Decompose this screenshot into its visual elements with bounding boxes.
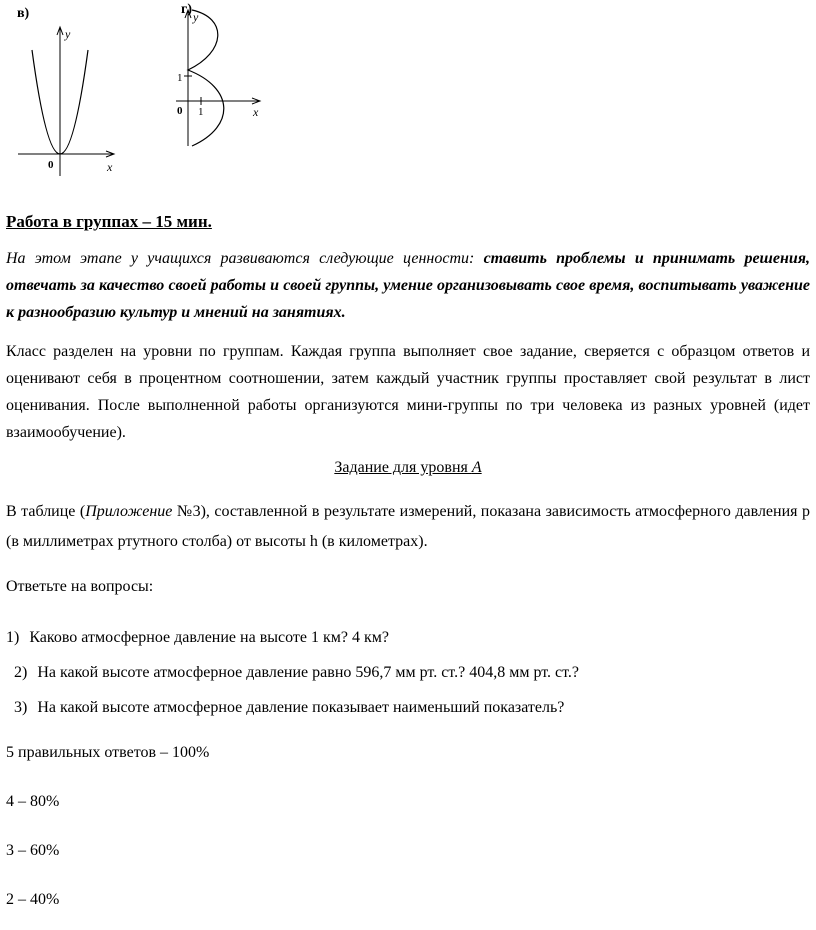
values-intro-text: На этом этапе у учащихся развиваются следующие ценности: (6, 250, 484, 267)
parabola-graph (12, 18, 122, 178)
table-par-before: В таблице ( (6, 503, 86, 520)
x-axis-label: x (253, 105, 259, 119)
values-bold-text: ставить проблемы и принимать решения, отвечать за качество своей работы и своей группы, умение организовывать свое время, воспитывать уважение к разнообразию культур и мнений на занятиях. (6, 250, 811, 321)
y-tick-label: 1 (177, 72, 183, 84)
question-text: Каково атмосферное давление на высоте 1 км? 4 км? (29, 629, 389, 646)
wave-curve (188, 10, 224, 146)
x-axis-label: x (107, 160, 113, 174)
questions-list (6, 624, 810, 721)
task-level-heading (6, 454, 810, 481)
scoring-list (6, 739, 810, 913)
origin-label: 0 (177, 105, 183, 117)
question-number: 2) (14, 664, 28, 681)
question-number: 1) (6, 629, 20, 646)
table-task-paragraph (6, 497, 810, 557)
wave-graph (168, 4, 263, 149)
question-item-3 (6, 694, 810, 721)
table-par-appendix: Приложение (85, 503, 173, 520)
origin-label: 0 (48, 159, 54, 171)
score-line-100: 5 правильных ответов – 100% (6, 744, 210, 761)
group-work-heading: Работа в группах – 15 мин. (6, 212, 212, 231)
table-par-after: №3), составленной в результате измерений, показана зависимость атмосферного давления р (в миллиметрах ртутного столба) от высоты h (в километрах). (6, 503, 810, 550)
score-line-40: 2 – 40% (6, 891, 60, 908)
question-text: На какой высоте атмосферное давление показывает наименьший показатель? (37, 699, 565, 716)
class-organization-paragraph: Класс разделен на уровни по группам. Каждая группа выполняет свое задание, сверяется с образцом ответов и оценивают себя в процентном соотношении, затем каждый участник группы проставляет свой результат в лист оценивания. После выполненной работы организуются мини-группы по три человека из разных уровней (идет взаимообучение). (6, 343, 810, 441)
task-level-letter: А (471, 459, 482, 476)
values-paragraph (6, 245, 810, 326)
score-line-60: 3 – 60% (6, 842, 60, 859)
question-number: 3) (14, 699, 28, 716)
figures-section (0, 0, 816, 174)
task-heading-prefix: Задание для уровня (334, 459, 472, 476)
wave-figure (168, 4, 263, 154)
parabola-figure (12, 18, 122, 183)
y-axis-label: y (65, 27, 71, 41)
figure-v-label: в) (17, 6, 30, 21)
question-item-1 (6, 624, 810, 651)
answer-prompt: Ответьте на вопросы: (6, 578, 154, 595)
question-text: На какой высоте атмосферное давление равно 596,7 мм рт. ст.? 404,8 мм рт. ст.? (37, 664, 580, 681)
question-item-2 (6, 659, 810, 686)
score-line-80: 4 – 80% (6, 793, 60, 810)
document-body (0, 208, 816, 913)
x-tick-label: 1 (198, 106, 204, 118)
y-axis-label: y (193, 10, 199, 24)
figure-g-label: г) (181, 2, 193, 17)
